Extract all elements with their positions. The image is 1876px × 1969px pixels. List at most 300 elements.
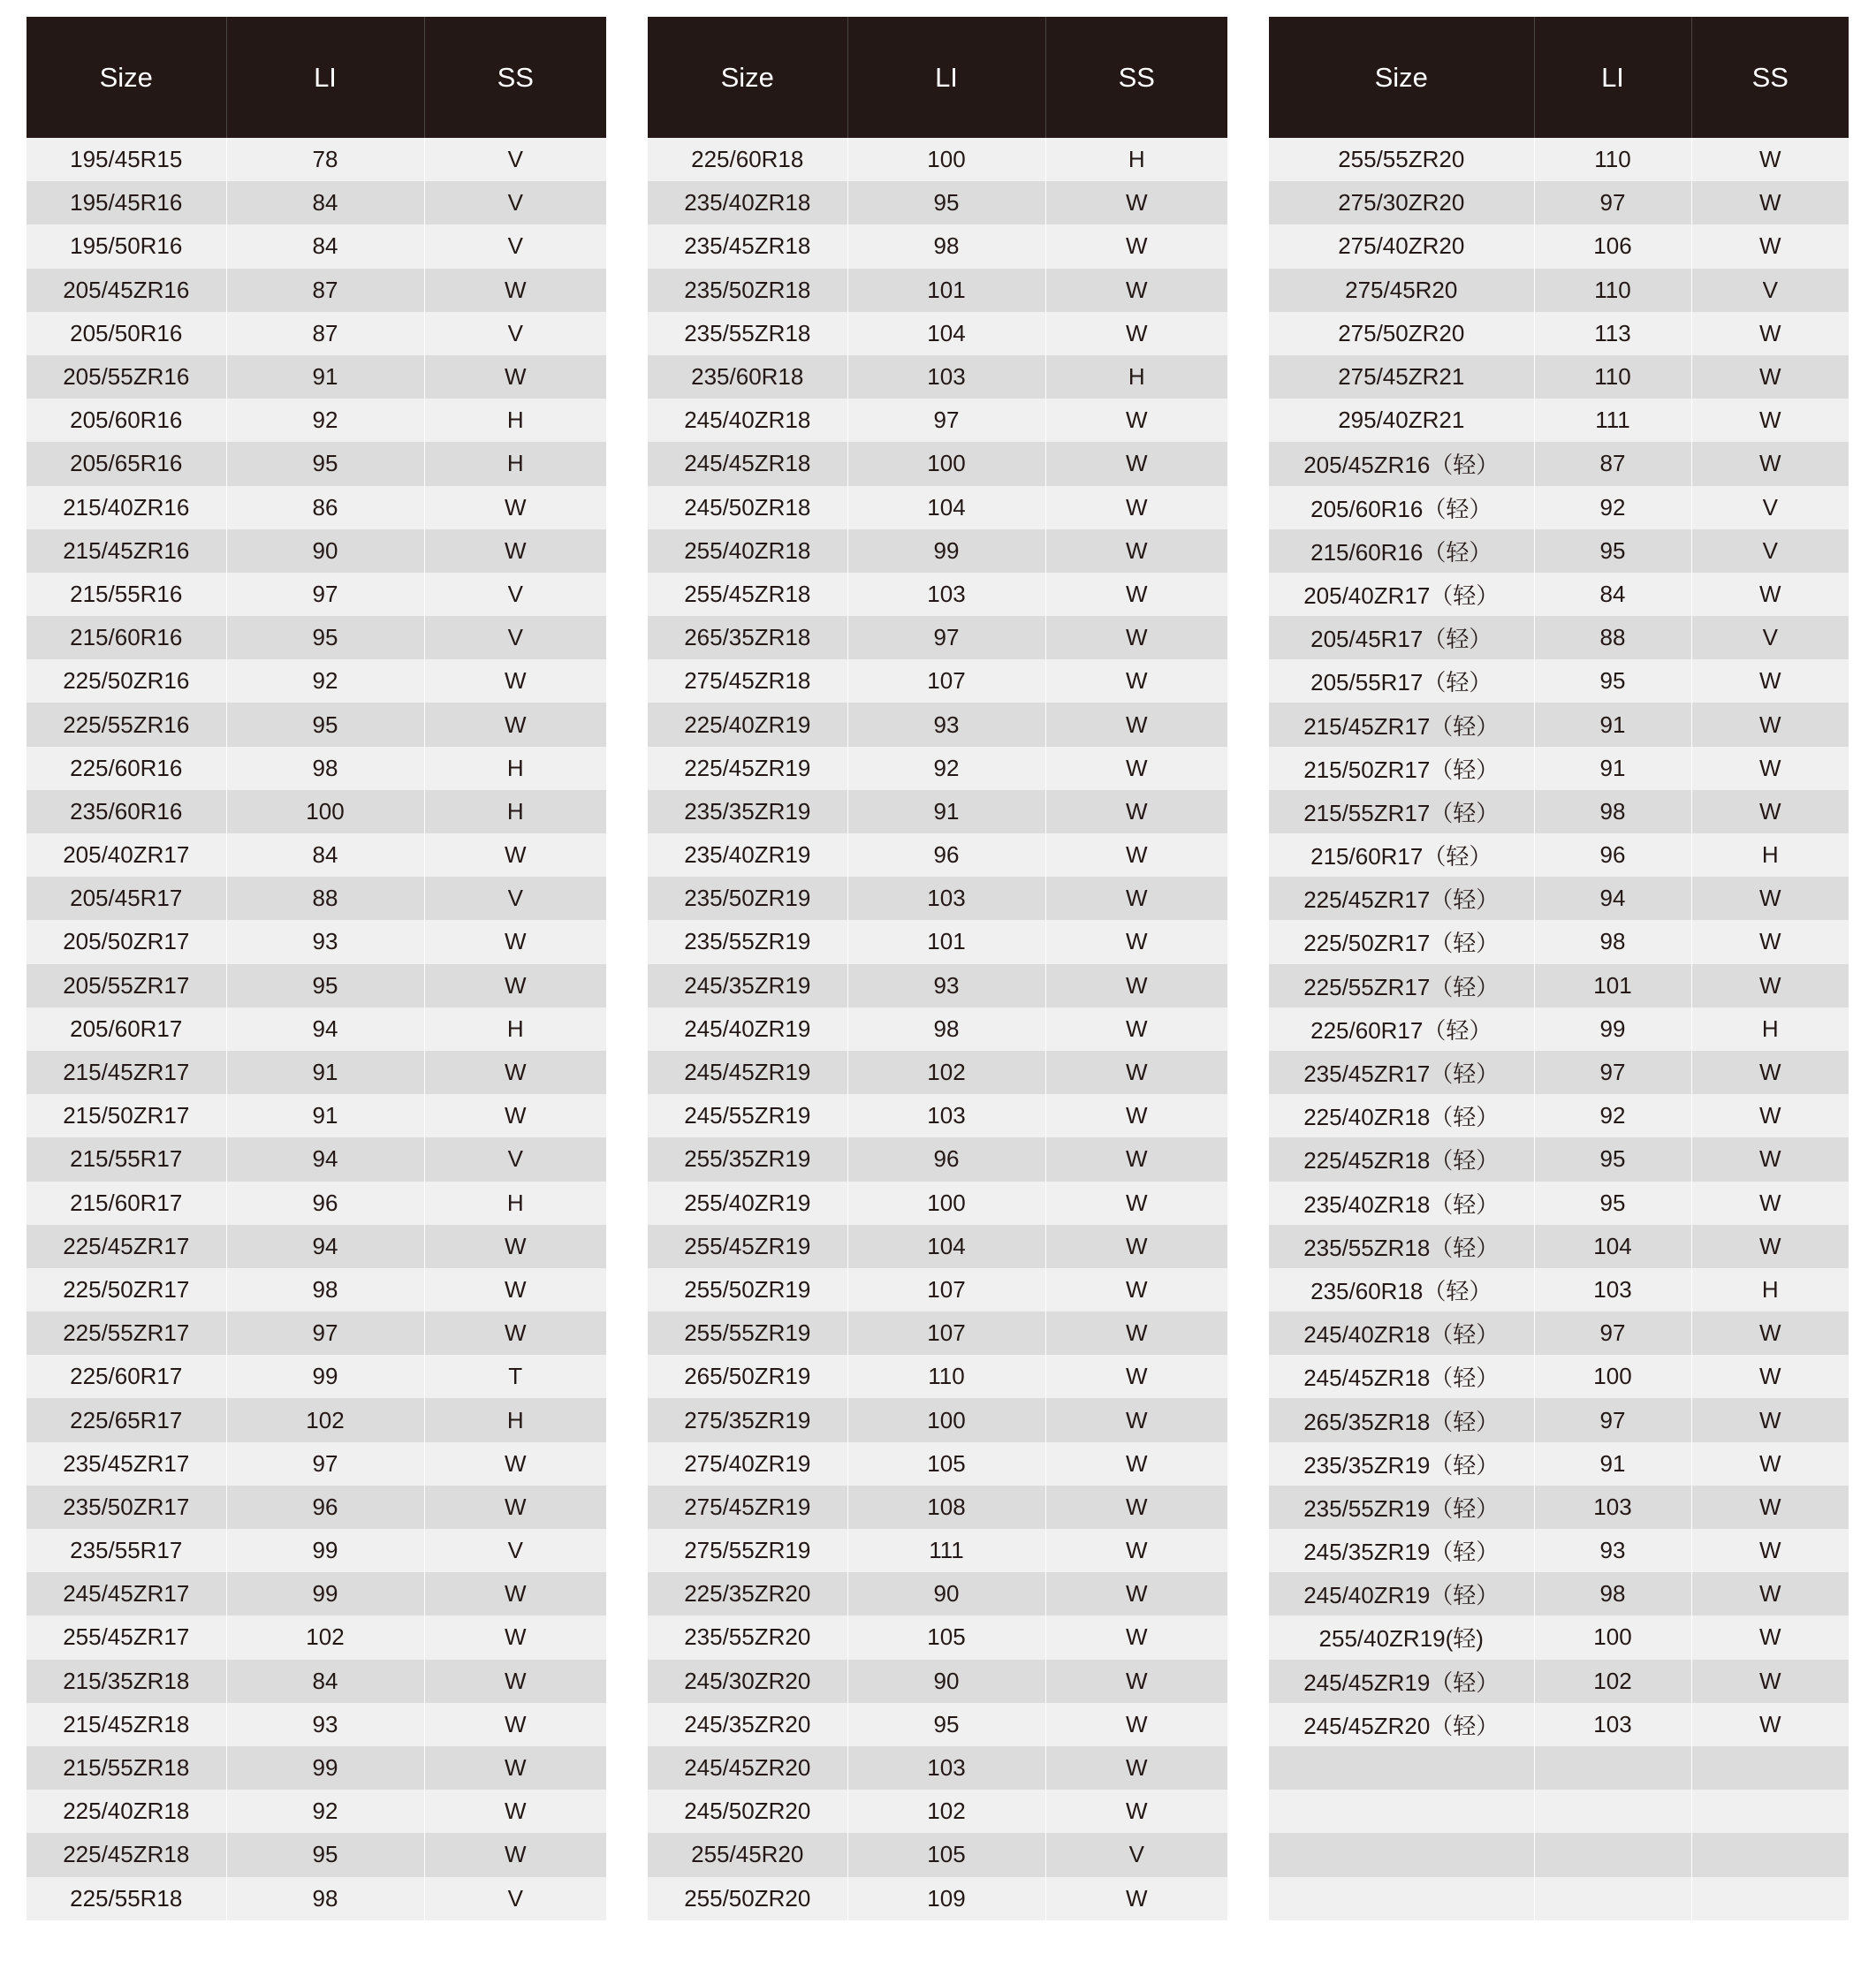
table-row — [27, 833, 606, 877]
cell-li: 99 — [226, 1529, 424, 1572]
table-row — [648, 138, 1227, 181]
cell-size: 215/50ZR17（轻） — [1269, 747, 1534, 790]
table-row — [1269, 920, 1849, 963]
cell-size: 245/45ZR17 — [27, 1572, 226, 1615]
table-row — [1269, 1268, 1849, 1311]
cell-size: 215/35ZR18 — [27, 1660, 226, 1703]
table-row — [27, 1225, 606, 1268]
cell-size: 265/35ZR18 — [648, 616, 847, 659]
cell-li: 95 — [1534, 659, 1691, 703]
cell-li: 97 — [226, 573, 424, 616]
cell-li: 84 — [226, 224, 424, 268]
cell-ss: V — [424, 181, 606, 224]
table-row — [27, 224, 606, 268]
table-row — [648, 1007, 1227, 1051]
cell-ss: W — [424, 1660, 606, 1703]
tire-table-1 — [27, 17, 606, 1920]
cell-li: 100 — [847, 1398, 1045, 1441]
cell-li: 84 — [226, 833, 424, 877]
cell-size: 215/40ZR16 — [27, 486, 226, 529]
cell-size: 215/50ZR17 — [27, 1094, 226, 1137]
cell-size: 235/45ZR17（轻） — [1269, 1051, 1534, 1094]
cell-size: 235/50ZR17 — [27, 1486, 226, 1529]
cell-size: 205/45R17 — [27, 877, 226, 920]
cell-size: 265/50ZR19 — [648, 1355, 847, 1398]
cell-ss: W — [424, 920, 606, 963]
cell-size: 235/40ZR18 — [648, 181, 847, 224]
cell-size: 255/50ZR19 — [648, 1268, 847, 1311]
cell-size: 255/40ZR19(轻) — [1269, 1615, 1534, 1659]
table-row — [27, 399, 606, 442]
cell-size: 295/40ZR21 — [1269, 399, 1534, 442]
cell-ss: W — [1691, 1572, 1849, 1615]
table-row — [1269, 181, 1849, 224]
table-row — [1269, 1094, 1849, 1137]
cell-li: 100 — [226, 790, 424, 833]
header-row — [648, 17, 1227, 138]
cell-li: 98 — [1534, 1572, 1691, 1615]
cell-ss: V — [1691, 486, 1849, 529]
cell-size: 235/45ZR17 — [27, 1442, 226, 1486]
cell-ss: H — [424, 747, 606, 790]
cell-ss: W — [424, 1225, 606, 1268]
cell-li: 110 — [1534, 355, 1691, 399]
cell-size: 245/35ZR20 — [648, 1703, 847, 1746]
cell-ss: W — [1691, 1660, 1849, 1703]
table-row — [27, 964, 606, 1007]
cell-li: 95 — [1534, 529, 1691, 573]
cell-size: 235/35ZR19（轻） — [1269, 1442, 1534, 1486]
cell-size: 205/45ZR16 — [27, 269, 226, 312]
table-row — [648, 1833, 1227, 1876]
cell-ss: W — [1691, 703, 1849, 746]
cell-li: 97 — [1534, 1051, 1691, 1094]
cell-ss: W — [1045, 486, 1227, 529]
cell-ss: V — [424, 312, 606, 355]
cell-li: 95 — [226, 1833, 424, 1876]
cell-li: 108 — [847, 1486, 1045, 1529]
cell-ss: H — [424, 1182, 606, 1225]
table-row — [1269, 1790, 1849, 1833]
table-row — [1269, 573, 1849, 616]
table-row — [648, 573, 1227, 616]
cell-li: 95 — [1534, 1182, 1691, 1225]
cell-size: 225/50ZR17 — [27, 1268, 226, 1311]
cell-size: 205/40ZR17（轻） — [1269, 573, 1534, 616]
cell-ss: W — [1045, 920, 1227, 963]
cell-size: 215/55R17 — [27, 1137, 226, 1181]
table-row — [1269, 529, 1849, 573]
cell-li: 90 — [226, 529, 424, 573]
cell-ss: W — [1045, 573, 1227, 616]
column-header-ss: SS — [424, 17, 606, 138]
table-row — [27, 1137, 606, 1181]
cell-ss: W — [1691, 964, 1849, 1007]
table-header — [27, 17, 606, 138]
cell-li: 95 — [226, 964, 424, 1007]
cell-ss: W — [1045, 1355, 1227, 1398]
cell-ss: W — [1045, 790, 1227, 833]
cell-size: 225/60R17（轻） — [1269, 1007, 1534, 1051]
cell-li: 92 — [226, 659, 424, 703]
cell-li: 99 — [1534, 1007, 1691, 1051]
table-row — [648, 1486, 1227, 1529]
cell-ss: H — [424, 442, 606, 485]
cell-size: 275/45R20 — [1269, 269, 1534, 312]
cell-ss: W — [1045, 1529, 1227, 1572]
cell-li: 99 — [847, 529, 1045, 573]
cell-li: 90 — [847, 1660, 1045, 1703]
table-row — [1269, 833, 1849, 877]
cell-li: 111 — [847, 1529, 1045, 1572]
table-row — [648, 399, 1227, 442]
table-row — [27, 1355, 606, 1398]
table-row — [27, 1529, 606, 1572]
table-row — [1269, 486, 1849, 529]
cell-li: 78 — [226, 138, 424, 181]
table-body — [1269, 138, 1849, 1920]
table-row — [1269, 964, 1849, 1007]
cell-li: 100 — [1534, 1615, 1691, 1659]
cell-size: 215/60R17（轻） — [1269, 833, 1534, 877]
table-row — [27, 659, 606, 703]
cell-ss: H — [1691, 1007, 1849, 1051]
cell-size: 225/40ZR18（轻） — [1269, 1094, 1534, 1137]
cell-ss: W — [1691, 573, 1849, 616]
table-row — [648, 833, 1227, 877]
cell-size: 205/50ZR17 — [27, 920, 226, 963]
cell-ss: W — [1045, 1007, 1227, 1051]
table-row — [1269, 269, 1849, 312]
cell-size: 265/35ZR18（轻） — [1269, 1398, 1534, 1441]
cell-ss: T — [424, 1355, 606, 1398]
table-row — [27, 442, 606, 485]
cell-ss: V — [424, 1877, 606, 1920]
table-row — [648, 877, 1227, 920]
cell-li — [1534, 1746, 1691, 1790]
cell-ss: W — [1045, 1442, 1227, 1486]
cell-size: 225/45ZR18（轻） — [1269, 1137, 1534, 1181]
cell-size: 215/45ZR17（轻） — [1269, 703, 1534, 746]
cell-size: 235/40ZR19 — [648, 833, 847, 877]
table-row — [27, 747, 606, 790]
cell-size: 275/55ZR19 — [648, 1529, 847, 1572]
cell-size: 275/35ZR19 — [648, 1398, 847, 1441]
cell-ss: W — [1691, 181, 1849, 224]
cell-size: 235/60R18（轻） — [1269, 1268, 1534, 1311]
cell-li: 102 — [847, 1051, 1045, 1094]
table-row — [648, 703, 1227, 746]
cell-ss — [1691, 1746, 1849, 1790]
cell-size: 225/35ZR20 — [648, 1572, 847, 1615]
cell-li — [1534, 1790, 1691, 1833]
cell-ss: W — [424, 355, 606, 399]
table-row — [648, 224, 1227, 268]
table-row — [1269, 1442, 1849, 1486]
cell-size: 245/45ZR18（轻） — [1269, 1355, 1534, 1398]
cell-size: 235/50ZR18 — [648, 269, 847, 312]
column-header-size: Size — [27, 17, 226, 138]
cell-size: 235/35ZR19 — [648, 790, 847, 833]
table-row — [27, 269, 606, 312]
table-row — [648, 486, 1227, 529]
cell-li: 98 — [1534, 790, 1691, 833]
cell-ss: W — [424, 833, 606, 877]
cell-li: 97 — [1534, 1398, 1691, 1441]
table-row — [1269, 703, 1849, 746]
table-row — [27, 1094, 606, 1137]
cell-size: 215/60R16 — [27, 616, 226, 659]
cell-size: 215/45ZR18 — [27, 1703, 226, 1746]
cell-size: 225/60R16 — [27, 747, 226, 790]
cell-ss: V — [424, 573, 606, 616]
cell-size: 235/55ZR19 — [648, 920, 847, 963]
cell-ss: W — [1691, 224, 1849, 268]
table-row — [648, 747, 1227, 790]
cell-size: 225/55R18 — [27, 1877, 226, 1920]
cell-li: 102 — [847, 1790, 1045, 1833]
cell-size: 255/55ZR19 — [648, 1311, 847, 1355]
table-row — [27, 486, 606, 529]
cell-size: 225/45ZR18 — [27, 1833, 226, 1876]
table-row — [1269, 1311, 1849, 1355]
cell-ss: W — [424, 1268, 606, 1311]
cell-li: 92 — [226, 399, 424, 442]
table-row — [1269, 1051, 1849, 1094]
cell-size: 235/60R18 — [648, 355, 847, 399]
cell-size: 205/55ZR17 — [27, 964, 226, 1007]
table-row — [1269, 1703, 1849, 1746]
cell-li: 94 — [226, 1007, 424, 1051]
cell-ss: W — [424, 1615, 606, 1659]
cell-size: 275/45ZR18 — [648, 659, 847, 703]
cell-ss: W — [1045, 1137, 1227, 1181]
cell-li: 105 — [847, 1615, 1045, 1659]
cell-size: 205/40ZR17 — [27, 833, 226, 877]
cell-li: 91 — [1534, 747, 1691, 790]
cell-ss: W — [1691, 920, 1849, 963]
table-row — [1269, 1398, 1849, 1441]
table-row — [1269, 1660, 1849, 1703]
cell-ss: W — [424, 1833, 606, 1876]
table-row — [1269, 1486, 1849, 1529]
cell-size: 255/45R20 — [648, 1833, 847, 1876]
cell-size: 225/65R17 — [27, 1398, 226, 1441]
cell-size: 245/35ZR19 — [648, 964, 847, 1007]
cell-li: 100 — [847, 138, 1045, 181]
cell-li: 104 — [847, 312, 1045, 355]
table-row — [27, 312, 606, 355]
cell-ss: W — [1691, 1094, 1849, 1137]
cell-li: 91 — [847, 790, 1045, 833]
cell-li: 97 — [226, 1311, 424, 1355]
cell-size: 275/45ZR19 — [648, 1486, 847, 1529]
cell-ss: W — [424, 1051, 606, 1094]
cell-ss: W — [424, 1790, 606, 1833]
cell-ss: V — [424, 1529, 606, 1572]
cell-size: 225/45ZR19 — [648, 747, 847, 790]
table-row — [648, 181, 1227, 224]
cell-li: 96 — [847, 833, 1045, 877]
cell-ss: W — [1045, 442, 1227, 485]
table-row — [27, 703, 606, 746]
cell-ss: W — [424, 1746, 606, 1790]
cell-ss: H — [1691, 833, 1849, 877]
table-row — [648, 1572, 1227, 1615]
cell-li: 91 — [226, 1094, 424, 1137]
cell-li: 99 — [226, 1572, 424, 1615]
table-row — [1269, 877, 1849, 920]
cell-li: 97 — [1534, 181, 1691, 224]
table-row — [648, 442, 1227, 485]
cell-li: 98 — [847, 1007, 1045, 1051]
cell-li: 104 — [1534, 1225, 1691, 1268]
cell-li: 100 — [1534, 1355, 1691, 1398]
cell-size: 225/50ZR17（轻） — [1269, 920, 1534, 963]
cell-ss: V — [1045, 1833, 1227, 1876]
table-row — [648, 1615, 1227, 1659]
cell-ss: W — [424, 529, 606, 573]
cell-li: 92 — [226, 1790, 424, 1833]
cell-li: 107 — [847, 1311, 1045, 1355]
cell-li: 107 — [847, 659, 1045, 703]
table-row — [648, 659, 1227, 703]
cell-size: 245/45ZR19（轻） — [1269, 1660, 1534, 1703]
cell-size: 245/45ZR19 — [648, 1051, 847, 1094]
table-row — [1269, 1572, 1849, 1615]
cell-size: 215/60R16（轻） — [1269, 529, 1534, 573]
cell-ss: W — [1691, 442, 1849, 485]
cell-li: 103 — [847, 1094, 1045, 1137]
cell-ss: W — [1045, 1790, 1227, 1833]
cell-li: 98 — [847, 224, 1045, 268]
cell-size: 245/50ZR18 — [648, 486, 847, 529]
cell-li: 84 — [1534, 573, 1691, 616]
table-row — [27, 1572, 606, 1615]
cell-li: 93 — [847, 964, 1045, 1007]
cell-size: 225/55ZR16 — [27, 703, 226, 746]
cell-size: 245/45ZR20（轻） — [1269, 1703, 1534, 1746]
table-row — [648, 312, 1227, 355]
table-row — [27, 1442, 606, 1486]
cell-size: 275/50ZR20 — [1269, 312, 1534, 355]
cell-ss: W — [1691, 659, 1849, 703]
cell-ss: W — [1045, 1615, 1227, 1659]
table-row — [648, 790, 1227, 833]
cell-li: 92 — [847, 747, 1045, 790]
column-header-li: LI — [226, 17, 424, 138]
table-row — [648, 355, 1227, 399]
cell-ss: W — [1691, 1355, 1849, 1398]
cell-li: 103 — [847, 1746, 1045, 1790]
cell-size: 255/45ZR17 — [27, 1615, 226, 1659]
cell-ss: V — [424, 1137, 606, 1181]
table-row — [1269, 399, 1849, 442]
cell-size: 205/60R17 — [27, 1007, 226, 1051]
cell-size: 235/55ZR20 — [648, 1615, 847, 1659]
cell-ss: H — [424, 399, 606, 442]
cell-ss: W — [424, 659, 606, 703]
table-row — [1269, 1615, 1849, 1659]
table-row — [1269, 616, 1849, 659]
cell-li: 101 — [847, 269, 1045, 312]
table-row — [648, 1137, 1227, 1181]
cell-size — [1269, 1790, 1534, 1833]
cell-size: 235/55R17 — [27, 1529, 226, 1572]
table-row — [648, 1225, 1227, 1268]
cell-li: 98 — [226, 1268, 424, 1311]
cell-ss: W — [1045, 703, 1227, 746]
cell-ss: W — [1045, 1311, 1227, 1355]
cell-ss: W — [1045, 399, 1227, 442]
cell-size: 255/40ZR18 — [648, 529, 847, 573]
cell-ss: V — [1691, 269, 1849, 312]
table-row — [27, 181, 606, 224]
cell-size: 235/45ZR18 — [648, 224, 847, 268]
cell-ss: W — [1691, 877, 1849, 920]
cell-size: 245/35ZR19（轻） — [1269, 1529, 1534, 1572]
table-row — [27, 1486, 606, 1529]
table-row — [27, 790, 606, 833]
cell-ss: W — [1045, 877, 1227, 920]
cell-ss: W — [1045, 1877, 1227, 1920]
cell-size — [1269, 1746, 1534, 1790]
cell-size: 215/45ZR16 — [27, 529, 226, 573]
cell-li: 99 — [226, 1355, 424, 1398]
cell-li — [1534, 1833, 1691, 1876]
cell-ss: H — [1045, 355, 1227, 399]
cell-size: 245/30ZR20 — [648, 1660, 847, 1703]
column-header-li: LI — [1534, 17, 1691, 138]
cell-size — [1269, 1877, 1534, 1920]
cell-size: 215/55ZR17（轻） — [1269, 790, 1534, 833]
cell-li: 95 — [226, 616, 424, 659]
cell-li: 109 — [847, 1877, 1045, 1920]
cell-li: 95 — [226, 442, 424, 485]
cell-li: 97 — [1534, 1311, 1691, 1355]
cell-ss: V — [424, 616, 606, 659]
cell-size: 245/50ZR20 — [648, 1790, 847, 1833]
header-row — [1269, 17, 1849, 138]
cell-ss: W — [1045, 269, 1227, 312]
cell-size: 195/50R16 — [27, 224, 226, 268]
cell-li: 91 — [226, 1051, 424, 1094]
table-row — [648, 1398, 1227, 1441]
cell-size: 215/55R16 — [27, 573, 226, 616]
cell-ss: W — [1045, 1094, 1227, 1137]
cell-size: 215/45ZR17 — [27, 1051, 226, 1094]
cell-ss — [1691, 1833, 1849, 1876]
table-row — [648, 1355, 1227, 1398]
table-row — [27, 1268, 606, 1311]
cell-li: 103 — [1534, 1268, 1691, 1311]
cell-li: 111 — [1534, 399, 1691, 442]
cell-size: 235/50ZR19 — [648, 877, 847, 920]
cell-ss: W — [1691, 1442, 1849, 1486]
cell-ss: W — [1691, 1486, 1849, 1529]
table-row — [27, 1007, 606, 1051]
cell-size: 195/45R16 — [27, 181, 226, 224]
cell-li: 93 — [226, 1703, 424, 1746]
cell-size: 255/35ZR19 — [648, 1137, 847, 1181]
table-row — [27, 529, 606, 573]
table-row — [648, 1094, 1227, 1137]
cell-size: 245/40ZR19（轻） — [1269, 1572, 1534, 1615]
cell-li: 97 — [847, 616, 1045, 659]
table-row — [27, 1703, 606, 1746]
cell-ss: H — [424, 790, 606, 833]
cell-li: 90 — [847, 1572, 1045, 1615]
